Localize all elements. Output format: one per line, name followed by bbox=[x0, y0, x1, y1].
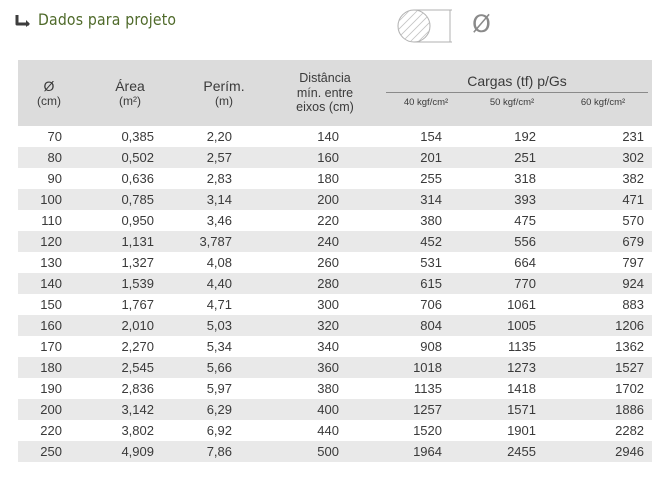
cell-area: 2,010 bbox=[80, 315, 180, 336]
cell-load-40: 908 bbox=[420, 339, 442, 354]
cell-load-60: 570 bbox=[622, 213, 645, 228]
table-row bbox=[18, 252, 652, 273]
table-row bbox=[18, 126, 652, 147]
cell-distance: 160 bbox=[268, 147, 382, 168]
cell-perimeter: 6,29 bbox=[180, 399, 268, 420]
cell-load-60: 1886 bbox=[554, 399, 652, 420]
cell-distance: 400 bbox=[268, 399, 382, 420]
cell-load-40: 380 bbox=[420, 213, 442, 228]
cell-area: 2,545 bbox=[80, 357, 180, 378]
cell-perimeter: 3,787 bbox=[180, 231, 268, 252]
cell-load-40: 154 bbox=[420, 129, 442, 144]
cell-load-40: 1964 bbox=[382, 441, 470, 462]
cell-area: 1,327 bbox=[121, 255, 154, 270]
cell-perimeter: 3,14 bbox=[180, 189, 268, 210]
cell-distance: 180 bbox=[317, 171, 339, 186]
design-data-table bbox=[18, 60, 652, 462]
cell-diameter: 90 bbox=[47, 171, 62, 186]
cell-distance: 440 bbox=[317, 423, 339, 438]
cell-perimeter: 4,08 bbox=[206, 255, 232, 270]
cell-diameter: 200 bbox=[18, 399, 80, 420]
cell-perimeter: 3,46 bbox=[206, 213, 232, 228]
cell-distance: 380 bbox=[317, 381, 339, 396]
cell-load-50: 2455 bbox=[470, 441, 554, 462]
cell-load-60: 471 bbox=[554, 189, 652, 210]
cell-load-40: 531 bbox=[420, 255, 442, 270]
cell-area: 4,909 bbox=[80, 441, 180, 462]
cell-area: 3,802 bbox=[121, 423, 154, 438]
cell-distance: 320 bbox=[268, 315, 382, 336]
col-load-50-header: 50 kgf/cm² bbox=[470, 93, 554, 126]
cell-load-50: 664 bbox=[514, 255, 536, 270]
table-body bbox=[18, 126, 652, 462]
cell-distance: 280 bbox=[268, 273, 382, 294]
table-row bbox=[18, 168, 652, 189]
cell-load-50: 192 bbox=[514, 129, 536, 144]
cell-load-50: 1418 bbox=[507, 381, 536, 396]
cell-area: 1,131 bbox=[80, 231, 180, 252]
cell-perimeter: 2,57 bbox=[180, 147, 268, 168]
cell-area: 1,767 bbox=[121, 297, 154, 312]
cell-area: 0,502 bbox=[80, 147, 180, 168]
cell-load-50: 1135 bbox=[508, 339, 536, 354]
table-row bbox=[18, 420, 652, 441]
cell-distance: 140 bbox=[317, 129, 339, 144]
cell-perimeter: 5,03 bbox=[180, 315, 268, 336]
cell-diameter: 130 bbox=[40, 255, 62, 270]
cell-diameter: 180 bbox=[18, 357, 80, 378]
cell-load-40: 1018 bbox=[382, 357, 470, 378]
cell-load-40: 706 bbox=[420, 297, 442, 312]
cell-diameter: 110 bbox=[41, 213, 62, 228]
cell-perimeter: 5,66 bbox=[180, 357, 268, 378]
table-row bbox=[18, 441, 652, 462]
cell-diameter: 140 bbox=[18, 273, 80, 294]
cell-load-60: 231 bbox=[622, 129, 645, 144]
cell-area: 0,636 bbox=[121, 171, 154, 186]
cell-load-60: 797 bbox=[622, 255, 645, 270]
cell-load-60: 883 bbox=[622, 297, 645, 312]
cell-load-40: 314 bbox=[382, 189, 470, 210]
cell-distance: 240 bbox=[268, 231, 382, 252]
cell-load-40: 1257 bbox=[382, 399, 470, 420]
table-row bbox=[18, 336, 652, 357]
cell-load-40: 452 bbox=[382, 231, 470, 252]
cell-load-60: 2946 bbox=[554, 441, 652, 462]
cell-distance: 360 bbox=[268, 357, 382, 378]
table-row bbox=[18, 357, 652, 378]
cell-distance: 340 bbox=[317, 339, 339, 354]
arrow-corner-icon bbox=[14, 11, 32, 29]
cell-area: 0,950 bbox=[121, 213, 154, 228]
cell-load-40: 804 bbox=[382, 315, 470, 336]
col-distance-header: Distância mín. entre eixos (cm) bbox=[268, 60, 382, 126]
cell-diameter: 80 bbox=[18, 147, 80, 168]
pile-cross-section-icon bbox=[394, 6, 464, 46]
cell-diameter: 190 bbox=[40, 381, 62, 396]
cell-load-50: 1061 bbox=[507, 297, 536, 312]
table-row bbox=[18, 378, 652, 399]
cell-perimeter: 6,92 bbox=[206, 423, 232, 438]
cell-load-40: 201 bbox=[382, 147, 470, 168]
cell-load-60: 382 bbox=[622, 171, 645, 186]
cell-diameter: 70 bbox=[47, 129, 62, 144]
cell-area: 0,385 bbox=[121, 129, 154, 144]
cell-load-40: 1135 bbox=[414, 381, 442, 396]
cell-load-40: 615 bbox=[382, 273, 470, 294]
title-block bbox=[14, 10, 195, 29]
cell-distance: 200 bbox=[268, 189, 382, 210]
cell-area: 2,836 bbox=[121, 381, 154, 396]
table-row bbox=[18, 399, 652, 420]
cell-distance: 300 bbox=[317, 297, 339, 312]
cell-load-60: 1527 bbox=[554, 357, 652, 378]
cell-load-50: 1571 bbox=[470, 399, 554, 420]
table-row bbox=[18, 210, 652, 231]
cell-diameter: 150 bbox=[40, 297, 62, 312]
cell-load-60: 1206 bbox=[554, 315, 652, 336]
cell-diameter: 120 bbox=[18, 231, 80, 252]
cell-area: 0,785 bbox=[80, 189, 180, 210]
cell-diameter: 250 bbox=[18, 441, 80, 462]
cell-diameter: 170 bbox=[40, 339, 62, 354]
cell-diameter: 220 bbox=[40, 423, 62, 438]
cell-load-50: 1273 bbox=[470, 357, 554, 378]
table-row bbox=[18, 315, 652, 336]
cell-perimeter: 2,83 bbox=[206, 171, 232, 186]
col-area-header: Área (m²) bbox=[80, 60, 180, 126]
col-perimeter-header: Perím. (m) bbox=[180, 60, 268, 126]
cell-load-50: 770 bbox=[470, 273, 554, 294]
table-row bbox=[18, 231, 652, 252]
cell-load-40: 255 bbox=[420, 171, 442, 186]
table-row bbox=[18, 147, 652, 168]
cell-area: 3,142 bbox=[80, 399, 180, 420]
cell-area: 2,270 bbox=[121, 339, 154, 354]
cell-load-50: 556 bbox=[470, 231, 554, 252]
cell-distance: 260 bbox=[317, 255, 339, 270]
cell-load-50: 1005 bbox=[470, 315, 554, 336]
cell-distance: 500 bbox=[268, 441, 382, 462]
cell-perimeter: 5,97 bbox=[206, 381, 232, 396]
table-row bbox=[18, 273, 652, 294]
table-row bbox=[18, 294, 652, 315]
cell-load-50: 393 bbox=[470, 189, 554, 210]
cell-load-50: 251 bbox=[470, 147, 554, 168]
cell-perimeter: 4,71 bbox=[206, 297, 232, 312]
col-diameter-header: Ø (cm) bbox=[18, 60, 80, 126]
table-row bbox=[18, 189, 652, 210]
cell-load-60: 679 bbox=[554, 231, 652, 252]
cell-perimeter: 7,86 bbox=[180, 441, 268, 462]
page-title: Dados para projeto bbox=[38, 10, 177, 29]
cell-distance: 220 bbox=[317, 213, 339, 228]
cell-load-50: 475 bbox=[514, 213, 536, 228]
cell-load-60: 302 bbox=[554, 147, 652, 168]
cell-load-50: 318 bbox=[514, 171, 536, 186]
col-load-40-header: 40 kgf/cm² bbox=[382, 93, 470, 126]
cell-load-60: 1362 bbox=[615, 339, 645, 354]
cell-load-40: 1520 bbox=[413, 423, 442, 438]
cell-load-50: 1901 bbox=[507, 423, 536, 438]
cell-load-60: 1702 bbox=[615, 381, 645, 396]
cell-area: 1,539 bbox=[80, 273, 180, 294]
cell-load-60: 2282 bbox=[615, 423, 645, 438]
cell-diameter: 100 bbox=[18, 189, 80, 210]
cell-diameter: 160 bbox=[18, 315, 80, 336]
col-loads-header: Cargas (tf) p/Gs bbox=[382, 60, 652, 93]
col-load-60-header: 60 kgf/cm² bbox=[554, 93, 652, 126]
cell-load-60: 924 bbox=[554, 273, 652, 294]
cell-perimeter: 4,40 bbox=[180, 273, 268, 294]
diameter-symbol: Ø bbox=[472, 10, 491, 38]
cell-perimeter: 2,20 bbox=[206, 129, 232, 144]
cell-perimeter: 5,34 bbox=[206, 339, 232, 354]
